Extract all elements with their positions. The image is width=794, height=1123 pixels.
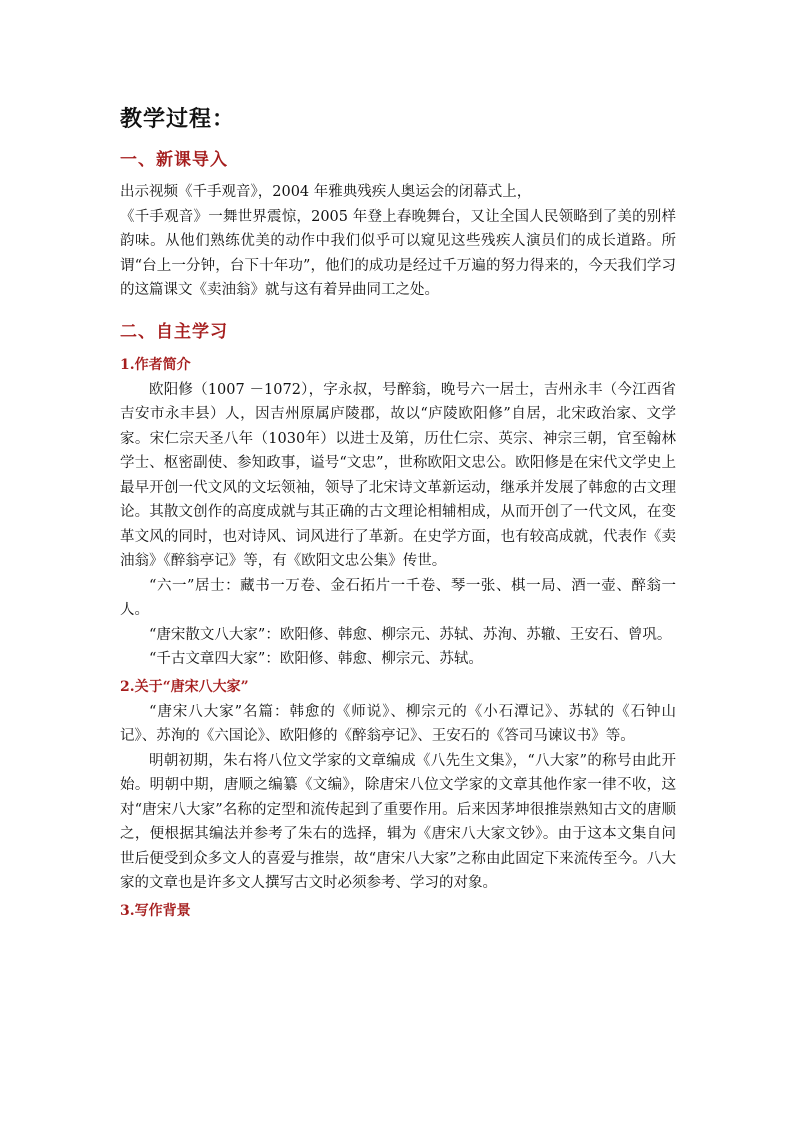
subsection-heading-tang-song: 2.关于“唐宋八大家”: [120, 678, 249, 695]
section-heading-intro: 一、新课导入: [120, 150, 228, 170]
subsection-heading-background: 3.写作背景: [120, 902, 191, 919]
eight-masters-paragraph: “唐宋散文八大家”：欧阳修、韩愈、柳宗元、苏轼、苏洵、苏辙、王安石、曾巩。: [149, 626, 672, 643]
famous-works-paragraph: “唐宋八大家”名篇：韩愈的《师说》、柳宗元的《小石潭记》、苏轼的《石钟山记》、苏洵的《六国论》、欧阳修的《醉翁亭记》、王安石的《答司马谏议书》等。: [120, 703, 676, 744]
page-title: 教学过程：: [120, 106, 236, 132]
liuyi-paragraph: “六一”居士：藏书一万卷、金石拓片一千卷、琴一张、棋一局、酒一壶、醉翁一人。: [120, 577, 676, 618]
author-paragraph: 欧阳修（1007 －1072），字永叔，号醉翁，晚号六一居士，吉州永丰（今江西省吉安市永丰县）人，因吉州原属庐陵郡，故以“庐陵欧阳修”自居，北宋政治家、文学家。宋仁宗天圣八年（1030年）以进士及第，历仕仁宗、英宗、神宗三朝，官至翰林学士、枢密副使、参知政事，谥号“文忠”，世称欧阳文忠公。欧阳修是在宋代文学史上最早开创一代文风的文坛领袖，领导了北宋诗文革新运动，继承并发展了韩愈的古文理论。其散文创作的高度成就与其正确的古文理论相辅相成，从而开创了一代文风，在变革文风的同时，也对诗风、词风进行了革新。在史学方面，也有较高成就，代表作《卖油翁》《醉翁亭记》等，有《欧阳文忠公集》传世。: [120, 381, 676, 569]
subsection-heading-author: 1.作者简介: [120, 356, 191, 373]
intro-paragraph-1: 出示视频《千手观音》，2004 年雅典残疾人奥运会的闭幕式上，: [120, 184, 532, 200]
four-masters-paragraph: “千古文章四大家”：欧阳修、韩愈、柳宗元、苏轼。: [149, 651, 483, 667]
section-heading-self-study: 二、自主学习: [120, 321, 228, 342]
history-paragraph: 明朝初期，朱右将八位文学家的文章编成《八先生文集》，“八大家”的称号由此开始。明朝中期，唐顺之编纂《文编》，除唐宋八位文学家的文章其他作家一律不收，这对“唐宋八大家”名称的定型和流传起到了重要作用。后来因茅坤很推崇熟知古文的唐顺之，便根据其编法并参考了朱右的选择，辑为《唐宋八大家文钞》。由于这本文集自问世后便受到众多文人的喜爱与推崇，故“唐宋八大家”之称由此固定下来流传至今。八大家的文章也是许多文人撰写古文时必须参考、学习的对象。: [120, 752, 676, 891]
intro-paragraph-2: 《千手观音》一舞世界震惊，2005 年登上春晚舞台，又让全国人民领略到了美的别样韵味。从他们熟练优美的动作中我们似乎可以窥见这些残疾人演员们的成长道路。所谓“台上一分钟，台下十年功”，他们的成功是经过千万遍的努力得来的，今天我们学习的这篇课文《卖油翁》就与这有着异曲同工之处。: [120, 208, 676, 298]
